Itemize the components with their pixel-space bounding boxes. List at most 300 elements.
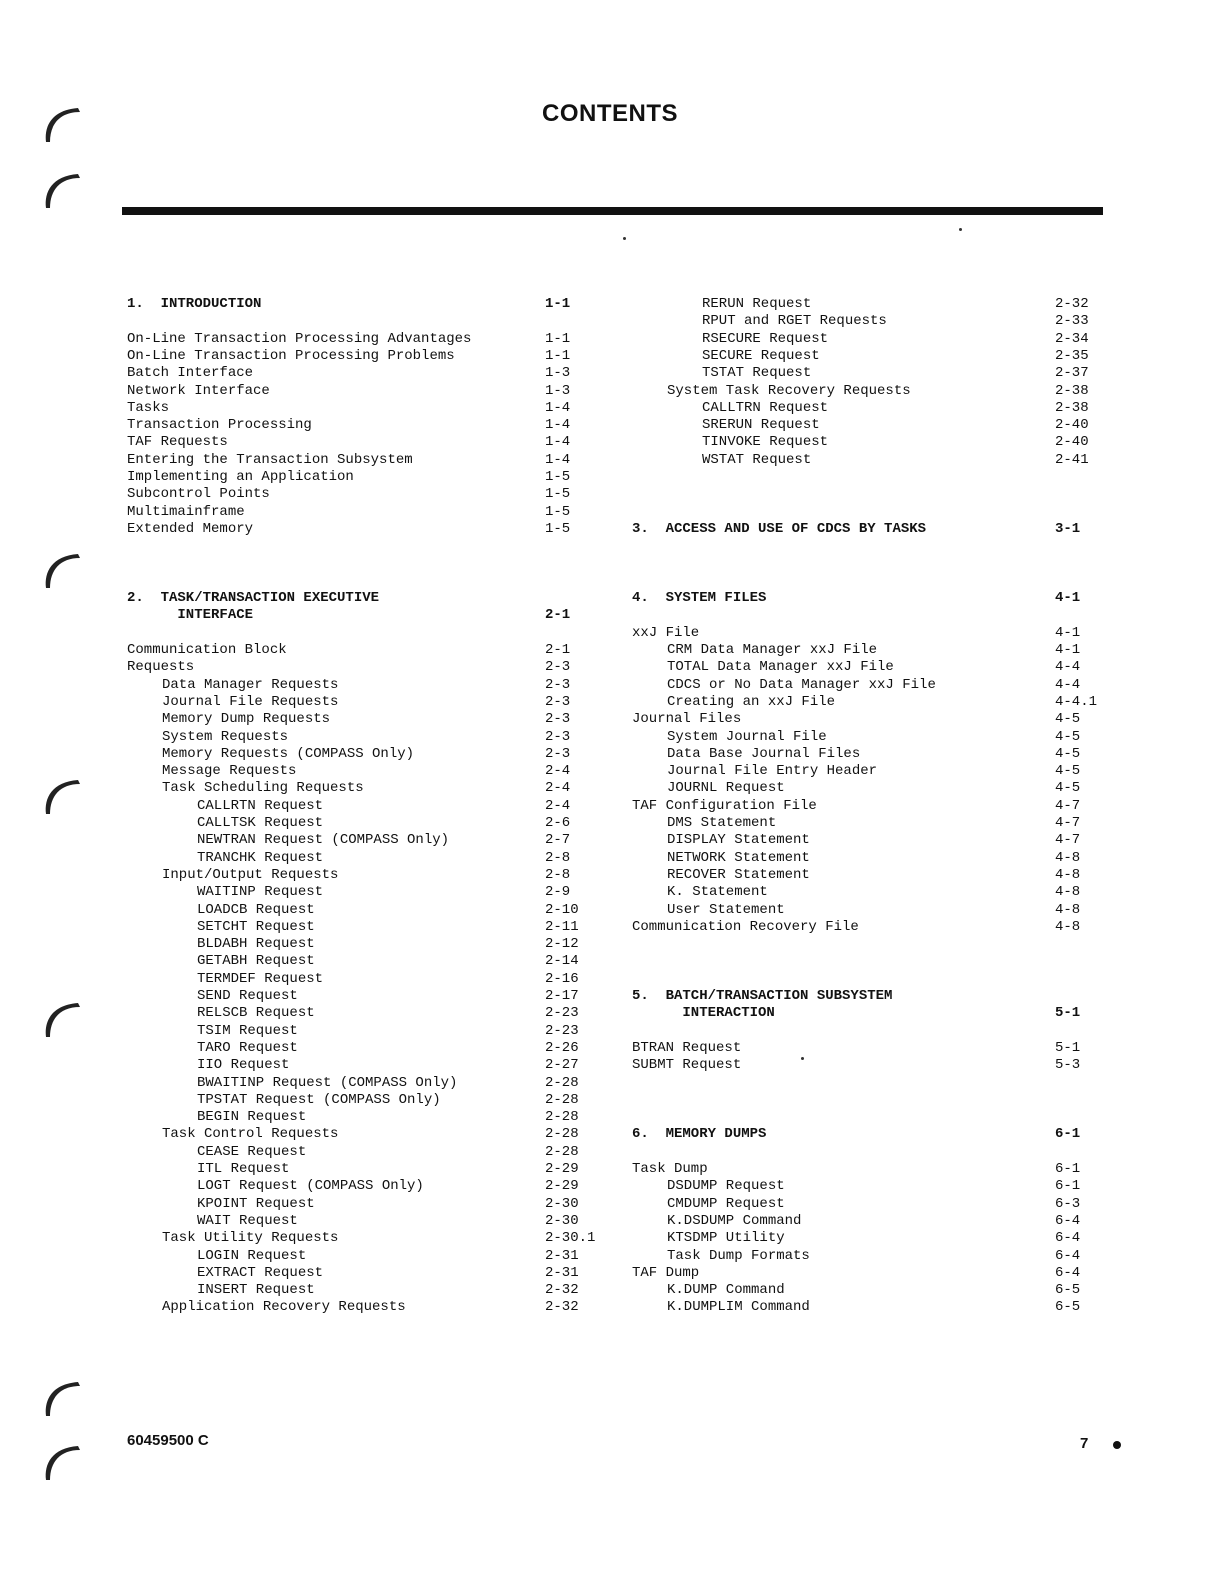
toc-chapter-heading (632, 590, 1115, 607)
toc-entry (702, 348, 1115, 365)
toc-entry (702, 296, 1115, 313)
toc-entry-title: Extended Memory (127, 520, 254, 537)
toc-entry-page: 1-4 (545, 434, 571, 451)
toc-entry (702, 365, 1115, 382)
toc-entry-page: 2-3 (545, 676, 571, 693)
toc-entry-page: 2-29 (545, 1161, 579, 1177)
toc-entry-title: System Journal File (667, 728, 827, 745)
toc-entry (667, 780, 1115, 797)
toc-entry-page: 6-5 (1055, 1299, 1081, 1316)
toc-entry-title: User Statement (667, 901, 785, 918)
toc-entry-page: 1-5 (545, 486, 571, 503)
toc-entry-page: 2-3 (545, 728, 571, 745)
toc-chapter-heading (127, 590, 605, 607)
toc-entry (197, 1161, 605, 1178)
toc-entry-title: WSTAT Request (702, 451, 812, 468)
toc-entry-page: 1-4 (545, 417, 571, 434)
toc-entry (667, 1230, 1115, 1247)
toc-entry-page: 2-3 (545, 659, 571, 676)
toc-entry (197, 936, 605, 953)
toc-entry (127, 434, 605, 451)
toc-chapter-heading (632, 521, 1115, 538)
toc-entry-page: 4-8 (1055, 884, 1081, 901)
toc-entry (197, 1023, 605, 1040)
toc-entry (197, 1144, 605, 1161)
toc-entry (162, 1126, 605, 1143)
toc-entry-page: 2-38 (1055, 382, 1089, 399)
toc-entry-title: K.DUMP Command (667, 1282, 785, 1299)
toc-entry-page: 1-5 (545, 469, 571, 485)
toc-entry (702, 417, 1115, 434)
punch-hole-mark (38, 544, 84, 590)
toc-entry-page: 2-38 (1055, 399, 1089, 416)
toc-entry (162, 1299, 605, 1316)
toc-entry-page: 2-31 (545, 1264, 579, 1281)
toc-entry-title: 5. BATCH/TRANSACTION SUBSYSTEM (632, 988, 893, 1004)
toc-entry (667, 763, 1115, 780)
toc-entry-title: 1. INTRODUCTION (127, 296, 262, 312)
toc-entry-page: 6-5 (1055, 1282, 1081, 1299)
toc-entry-page: 6-3 (1055, 1195, 1081, 1212)
toc-entry-page: 2-30.1 (545, 1230, 596, 1247)
toc-entry-title: Tasks (127, 399, 170, 416)
toc-entry-title: Network Interface (127, 382, 270, 399)
toc-entry-page: 2-32 (545, 1299, 579, 1316)
toc-entry-title: BLDABH Request (197, 936, 315, 953)
toc-entry (632, 798, 1115, 815)
toc-entry-title: Journal Files (632, 711, 742, 728)
toc-entry-page: 6-1 (1055, 1178, 1081, 1195)
toc-entry-title: CDCS or No Data Manager xxJ File (667, 676, 936, 693)
toc-entry-page: 4-5 (1055, 780, 1081, 797)
toc-entry-title: INTERFACE (127, 607, 254, 624)
toc-entry (197, 988, 605, 1005)
toc-entry-page: 2-4 (545, 763, 571, 780)
toc-entry (632, 1265, 1115, 1282)
toc-entry (127, 383, 605, 400)
toc-entry-title: LOGT Request (COMPASS Only) (197, 1178, 424, 1195)
toc-entry-title: Implementing an Application (127, 469, 354, 485)
toc-entry (632, 1161, 1115, 1178)
punch-hole-mark (38, 993, 84, 1039)
punch-hole-mark (38, 770, 84, 816)
toc-entry (632, 1040, 1115, 1057)
toc-entry-title: Data Base Journal Files (667, 745, 861, 762)
toc-entry-title: DMS Statement (667, 815, 777, 831)
punch-hole-mark (38, 98, 84, 144)
toc-entry-page: 2-32 (1055, 296, 1089, 312)
toc-entry (667, 902, 1115, 919)
toc-entry-page: 6-4 (1055, 1264, 1081, 1281)
toc-entry (162, 867, 605, 884)
page-number: 7 (1080, 1435, 1089, 1452)
toc-entry-title: On-Line Transaction Processing Advantages (127, 330, 472, 347)
toc-entry-page: 1-5 (545, 520, 571, 537)
toc-entry-title: Requests (127, 659, 195, 676)
toc-entry (197, 1196, 605, 1213)
toc-entry-page: 2-41 (1055, 451, 1089, 468)
toc-entry-title: TSIM Request (197, 1022, 298, 1039)
toc-entry (197, 798, 605, 815)
toc-entry-page: 2-28 (545, 1143, 579, 1160)
toc-entry-page: 2-4 (545, 797, 571, 814)
toc-entry (127, 486, 605, 503)
toc-entry (197, 1040, 605, 1057)
toc-entry-page: 2-14 (545, 953, 579, 970)
toc-entry-title: EXTRACT Request (197, 1264, 324, 1281)
toc-entry (667, 659, 1115, 676)
scan-speck (623, 237, 626, 240)
toc-entry (667, 884, 1115, 901)
toc-entry-title: Message Requests (162, 763, 297, 780)
toc-entry (162, 763, 605, 780)
toc-entry-title: RERUN Request (702, 296, 812, 312)
toc-entry-title: ITL Request (197, 1161, 290, 1177)
toc-entry-title: xxJ File (632, 624, 700, 641)
toc-entry-page: 2-30 (545, 1195, 579, 1212)
toc-entry (667, 1248, 1115, 1265)
toc-entry-title: KTSDMP Utility (667, 1230, 785, 1247)
toc-entry-title: 3. ACCESS AND USE OF CDCS BY TASKS (632, 520, 927, 537)
toc-entry-title: K.DSDUMP Command (667, 1212, 802, 1229)
page-title: CONTENTS (542, 100, 678, 127)
scan-speck (801, 1057, 804, 1060)
toc-entry-title: Journal File Entry Header (667, 763, 878, 780)
toc-entry-title: LOADCB Request (197, 901, 315, 918)
toc-entry-page: 2-27 (545, 1057, 579, 1074)
toc-entry-title: SEND Request (197, 988, 298, 1004)
toc-entry (667, 746, 1115, 763)
toc-entry-page: 6-1 (1055, 1126, 1081, 1143)
toc-entry-page: 4-7 (1055, 832, 1081, 849)
toc-entry-title: BWAITINP Request (COMPASS Only) (197, 1074, 458, 1091)
toc-entry (197, 884, 605, 901)
toc-entry-title: KPOINT Request (197, 1195, 315, 1212)
toc-entry (127, 452, 605, 469)
punch-hole-mark (38, 1436, 84, 1482)
toc-entry (702, 452, 1115, 469)
toc-entry-title: Task Dump Formats (667, 1247, 810, 1264)
toc-entry-page: 2-28 (545, 1074, 579, 1091)
punch-hole-mark (38, 1372, 84, 1418)
toc-entry-title: WAIT Request (197, 1212, 298, 1229)
toc-entry (702, 313, 1115, 330)
toc-entry-page: 4-7 (1055, 797, 1081, 814)
toc-entry-page: 2-29 (545, 1178, 579, 1195)
toc-entry (667, 832, 1115, 849)
toc-entry-title: Communication Block (127, 642, 287, 658)
toc-entry (127, 331, 605, 348)
toc-entry-title: Communication Recovery File (632, 918, 859, 935)
toc-entry (197, 1282, 605, 1299)
toc-entry (197, 1265, 605, 1282)
toc-entry-page: 2-23 (545, 1022, 579, 1039)
toc-entry-page: 2-1 (545, 607, 571, 624)
toc-entry (702, 434, 1115, 451)
toc-entry-page: 1-3 (545, 365, 571, 382)
toc-entry-title: Subcontrol Points (127, 486, 270, 503)
toc-entry-title: Application Recovery Requests (162, 1299, 406, 1316)
toc-entry-page: 2-34 (1055, 330, 1089, 347)
toc-entry (667, 642, 1115, 659)
toc-entry-title: INSERT Request (197, 1282, 315, 1299)
toc-entry-page: 5-1 (1055, 1005, 1081, 1022)
toc-entry (667, 815, 1115, 832)
toc-entry (667, 1282, 1115, 1299)
toc-entry-page: 2-26 (545, 1039, 579, 1056)
toc-entry (162, 694, 605, 711)
toc-entry-title: DSDUMP Request (667, 1178, 785, 1195)
toc-entry (127, 348, 605, 365)
toc-entry (197, 1213, 605, 1230)
toc-entry-title: TAF Dump (632, 1264, 700, 1281)
toc-entry-title: TARO Request (197, 1039, 298, 1056)
toc-chapter-heading (632, 1126, 1115, 1143)
toc-entry-title: 2. TASK/TRANSACTION EXECUTIVE (127, 590, 380, 607)
toc-entry (197, 1109, 605, 1126)
toc-entry-page: 4-4.1 (1055, 693, 1098, 710)
toc-entry (197, 832, 605, 849)
toc-entry-title: Task Dump (632, 1161, 708, 1177)
punch-hole-mark (38, 164, 84, 210)
toc-entry-title: BTRAN Request (632, 1039, 742, 1056)
toc-entry-title: CRM Data Manager xxJ File (667, 642, 878, 658)
toc-entry-page: 6-1 (1055, 1161, 1081, 1177)
toc-entry-title: RPUT and RGET Requests (702, 313, 887, 330)
toc-entry (667, 867, 1115, 884)
toc-entry-title: CEASE Request (197, 1143, 307, 1160)
toc-entry-page: 4-5 (1055, 728, 1081, 745)
toc-entry-page: 2-4 (545, 780, 571, 797)
toc-entry-title: System Task Recovery Requests (667, 382, 911, 399)
toc-entry-title: TPSTAT Request (COMPASS Only) (197, 1091, 441, 1108)
toc-entry-title: Task Control Requests (162, 1126, 339, 1143)
toc-entry (162, 711, 605, 728)
toc-entry-title: NEWTRAN Request (COMPASS Only) (197, 832, 450, 849)
toc-entry-title: K.DUMPLIM Command (667, 1299, 810, 1316)
toc-entry (162, 677, 605, 694)
toc-entry (197, 850, 605, 867)
toc-entry-title: CALLRTN Request (197, 797, 324, 814)
toc-entry-title: TOTAL Data Manager xxJ File (667, 659, 894, 676)
toc-entry (162, 1230, 605, 1247)
toc-entry-title: 6. MEMORY DUMPS (632, 1126, 767, 1143)
toc-entry-page: 4-8 (1055, 849, 1081, 866)
toc-entry-page: 2-3 (545, 693, 571, 710)
toc-entry (197, 1248, 605, 1265)
title-rule (122, 207, 1103, 215)
toc-entry-title: JOURNL Request (667, 780, 785, 797)
toc-entry-page: 4-8 (1055, 918, 1081, 935)
toc-entry-page: 2-16 (545, 970, 579, 987)
toc-entry-page: 1-1 (545, 347, 571, 364)
toc-entry-title: SETCHT Request (197, 918, 315, 935)
toc-entry-page: 2-37 (1055, 365, 1089, 382)
scan-speck (959, 228, 962, 231)
toc-entry-title: IIO Request (197, 1057, 290, 1074)
toc-entry (667, 850, 1115, 867)
toc-entry-title: TINVOKE Request (702, 434, 829, 451)
toc-entry-page: 4-7 (1055, 815, 1081, 831)
toc-entry (197, 902, 605, 919)
toc-entry-title: TSTAT Request (702, 365, 812, 382)
toc-entry-title: CALLTSK Request (197, 815, 324, 831)
toc-entry-page: 4-5 (1055, 711, 1081, 728)
toc-entry-title: SRERUN Request (702, 417, 820, 434)
toc-entry (197, 953, 605, 970)
toc-entry (127, 365, 605, 382)
toc-entry-title: TAF Configuration File (632, 797, 817, 814)
toc-entry-title: Task Scheduling Requests (162, 780, 364, 797)
toc-entry-page: 3-1 (1055, 520, 1081, 537)
toc-entry-title: DISPLAY Statement (667, 832, 810, 849)
toc-entry-title: RSECURE Request (702, 330, 829, 347)
toc-entry-title: WAITINP Request (197, 884, 324, 901)
toc-entry-page: 2-9 (545, 884, 571, 901)
toc-entry-page: 1-3 (545, 382, 571, 399)
toc-entry (667, 383, 1115, 400)
toc-entry-title: Transaction Processing (127, 417, 312, 434)
toc-entry-page: 1-4 (545, 451, 571, 468)
toc-entry (197, 919, 605, 936)
toc-entry (632, 919, 1115, 936)
toc-chapter-heading (632, 1005, 1115, 1022)
toc-entry (197, 815, 605, 832)
toc-entry-title: System Requests (162, 728, 289, 745)
toc-entry (127, 504, 605, 521)
toc-entry (127, 521, 605, 538)
toc-entry-title: LOGIN Request (197, 1247, 307, 1264)
toc-entry (667, 1196, 1115, 1213)
toc-entry-page: 1-4 (545, 399, 571, 416)
toc-entry-page: 2-28 (545, 1126, 579, 1143)
toc-entry-page: 4-5 (1055, 763, 1081, 780)
toc-entry (162, 746, 605, 763)
toc-entry-title: Batch Interface (127, 365, 254, 382)
toc-entry (197, 1075, 605, 1092)
toc-entry (162, 780, 605, 797)
toc-entry (197, 1178, 605, 1195)
toc-entry-page: 2-1 (545, 642, 571, 658)
toc-entry-page: 5-1 (1055, 1039, 1081, 1056)
toc-entry (667, 677, 1115, 694)
toc-entry-title: CALLTRN Request (702, 399, 829, 416)
toc-entry-page: 2-28 (545, 1091, 579, 1108)
toc-entry (632, 625, 1115, 642)
toc-entry (667, 1213, 1115, 1230)
toc-entry-title: CMDUMP Request (667, 1195, 785, 1212)
toc-entry-page: 2-7 (545, 832, 571, 849)
toc-entry-title: K. Statement (667, 884, 768, 901)
toc-entry (632, 711, 1115, 728)
toc-entry-page: 2-40 (1055, 417, 1089, 434)
toc-entry (197, 1005, 605, 1022)
toc-entry-page: 2-3 (545, 711, 571, 728)
toc-entry-page: 4-5 (1055, 745, 1081, 762)
toc-entry-title: RECOVER Statement (667, 866, 810, 883)
toc-entry-page: 4-1 (1055, 590, 1081, 607)
toc-entry-page: 2-40 (1055, 434, 1089, 451)
toc-chapter-heading (632, 988, 1115, 1005)
toc-entry (162, 729, 605, 746)
toc-chapter-heading (127, 296, 605, 313)
toc-entry-page: 2-3 (545, 745, 571, 762)
toc-entry-title: 4. SYSTEM FILES (632, 590, 767, 607)
toc-entry-page: 4-1 (1055, 642, 1081, 658)
toc-entry-page: 6-4 (1055, 1247, 1081, 1264)
toc-entry-title: SUBMT Request (632, 1057, 742, 1074)
toc-entry-title: Multimainframe (127, 503, 245, 520)
toc-entry-page: 6-4 (1055, 1230, 1081, 1247)
toc-entry-page: 2-8 (545, 866, 571, 883)
toc-entry-title: Memory Dump Requests (162, 711, 331, 728)
toc-entry (127, 400, 605, 417)
toc-entry (197, 1092, 605, 1109)
toc-entry-title: TERMDEF Request (197, 970, 324, 987)
toc-entry-title: Entering the Transaction Subsystem (127, 451, 413, 468)
toc-entry-title: Memory Requests (COMPASS Only) (162, 745, 415, 762)
toc-entry (197, 1057, 605, 1074)
footer-bullet (1113, 1441, 1121, 1449)
toc-entry-page: 4-1 (1055, 624, 1081, 641)
toc-entry-page: 2-23 (545, 1005, 579, 1022)
toc-entry (667, 1178, 1115, 1195)
toc-entry-title: Creating an xxJ File (667, 693, 836, 710)
toc-entry-page: 1-1 (545, 296, 571, 312)
toc-entry-page: 2-30 (545, 1212, 579, 1229)
toc-entry-title: Journal File Requests (162, 693, 339, 710)
toc-entry-page: 2-35 (1055, 347, 1089, 364)
toc-entry-title: INTERACTION (632, 1005, 775, 1022)
toc-entry-title: TRANCHK Request (197, 849, 324, 866)
toc-entry-title: TAF Requests (127, 434, 228, 451)
toc-entry-title: RELSCB Request (197, 1005, 315, 1022)
toc-entry (667, 1299, 1115, 1316)
document-number: 60459500 C (127, 1432, 209, 1449)
toc-entry-title: Task Utility Requests (162, 1230, 339, 1247)
toc-entry-page: 4-4 (1055, 659, 1081, 676)
toc-entry-page: 2-10 (545, 901, 579, 918)
toc-entry-page: 4-8 (1055, 866, 1081, 883)
toc-entry (667, 729, 1115, 746)
toc-entry (127, 642, 605, 659)
toc-entry-page: 2-28 (545, 1109, 579, 1126)
toc-entry-page: 6-4 (1055, 1212, 1081, 1229)
toc-entry-title: SECURE Request (702, 347, 820, 364)
toc-entry-page: 2-32 (545, 1282, 579, 1299)
toc-entry (667, 694, 1115, 711)
toc-entry (632, 1057, 1115, 1074)
toc-chapter-heading (127, 607, 605, 624)
toc-entry-title: Data Manager Requests (162, 676, 339, 693)
toc-entry-page: 1-5 (545, 503, 571, 520)
toc-entry-title: NETWORK Statement (667, 849, 810, 866)
toc-entry-title: Input/Output Requests (162, 866, 339, 883)
toc-entry (702, 400, 1115, 417)
toc-entry-page: 2-33 (1055, 313, 1089, 330)
toc-entry-title: On-Line Transaction Processing Problems (127, 347, 455, 364)
toc-entry-page: 2-6 (545, 815, 571, 831)
toc-entry (197, 971, 605, 988)
toc-entry (127, 469, 605, 486)
toc-entry-title: BEGIN Request (197, 1109, 307, 1126)
toc-entry-title: GETABH Request (197, 953, 315, 970)
toc-entry-page: 4-8 (1055, 901, 1081, 918)
toc-entry (127, 659, 605, 676)
toc-entry-page: 2-8 (545, 849, 571, 866)
toc-entry-page: 5-3 (1055, 1057, 1081, 1074)
toc-entry-page: 4-4 (1055, 676, 1081, 693)
